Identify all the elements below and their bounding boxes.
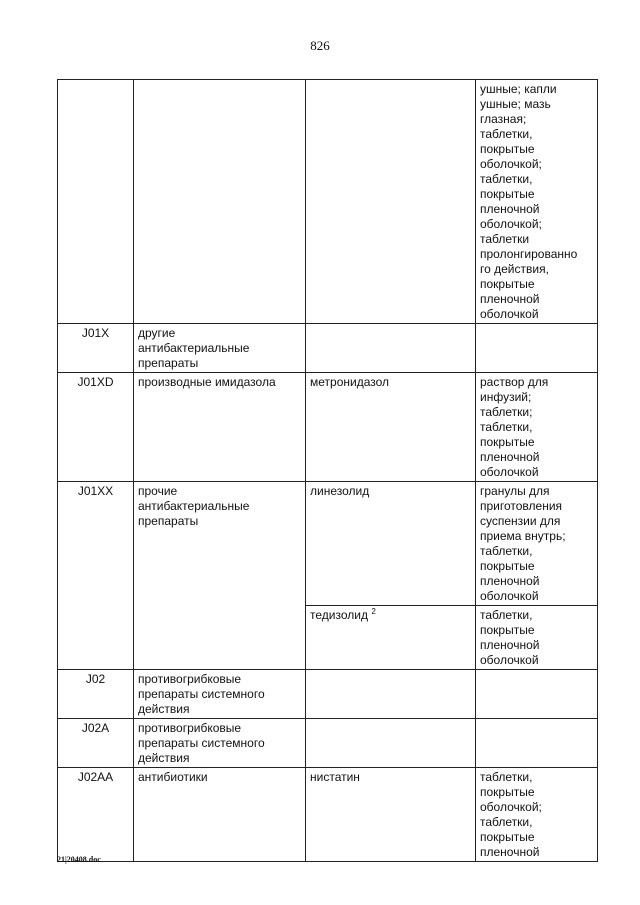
group-cell: антибиотики (134, 768, 306, 862)
drug-table (57, 79, 598, 862)
table-row (58, 768, 598, 862)
table-row (58, 719, 598, 768)
dosage-forms-cell: таблетки, покрытые пленочной оболочкой (476, 606, 598, 670)
drug-cell: линезолид (306, 482, 476, 606)
atc-code-cell (58, 80, 134, 324)
dosage-forms-cell (476, 719, 598, 768)
atc-code-cell: J01X (58, 324, 134, 373)
drug-name: тедизолид (310, 608, 368, 622)
group-cell (134, 80, 306, 324)
drug-cell: метронидазол (306, 373, 476, 482)
drug-cell (306, 324, 476, 373)
group-cell: противогрибковые препараты системного действия (134, 670, 306, 719)
table-row (58, 482, 598, 606)
atc-code-cell: J02 (58, 670, 134, 719)
table-row (58, 324, 598, 373)
drug-cell: нистатин (306, 768, 476, 862)
dosage-forms-cell (476, 324, 598, 373)
drug-cell (306, 606, 476, 670)
atc-code-cell: J02AA (58, 768, 134, 862)
footer-doc-id: 21|20408.doc (57, 855, 101, 864)
page-number: 826 (310, 38, 330, 53)
group-cell: прочие антибактериальные препараты (134, 482, 306, 670)
group-cell: производные имидазола (134, 373, 306, 482)
atc-code-cell: J01XX (58, 482, 134, 670)
dosage-forms-cell: таблетки, покрытые оболочкой; таблетки, покрытые пленочной (476, 768, 598, 862)
dosage-forms-cell (476, 670, 598, 719)
table-row (58, 80, 598, 324)
atc-code-cell: J02A (58, 719, 134, 768)
drug-cell (306, 719, 476, 768)
dosage-forms-cell: раствор для инфузий; таблетки; таблетки, покрытые пленочной оболочкой (476, 373, 598, 482)
dosage-forms-cell: ушные; капли ушные; мазь глазная; таблетки, покрытые оболочкой; таблетки, покрытые пленочной оболочкой; таблетки пролонгированно го действия, покрытые пленочной оболочкой (476, 80, 598, 324)
dosage-forms-cell: гранулы для приготовления суспензии для приема внутрь; таблетки, покрытые пленочной оболочкой (476, 482, 598, 606)
drug-cell (306, 670, 476, 719)
group-cell: другие антибактериальные препараты (134, 324, 306, 373)
table-row (58, 373, 598, 482)
table-row (58, 670, 598, 719)
group-cell: противогрибковые препараты системного действия (134, 719, 306, 768)
footnote-mark: 2 (371, 607, 376, 616)
atc-code-cell: J01XD (58, 373, 134, 482)
drug-cell (306, 80, 476, 324)
